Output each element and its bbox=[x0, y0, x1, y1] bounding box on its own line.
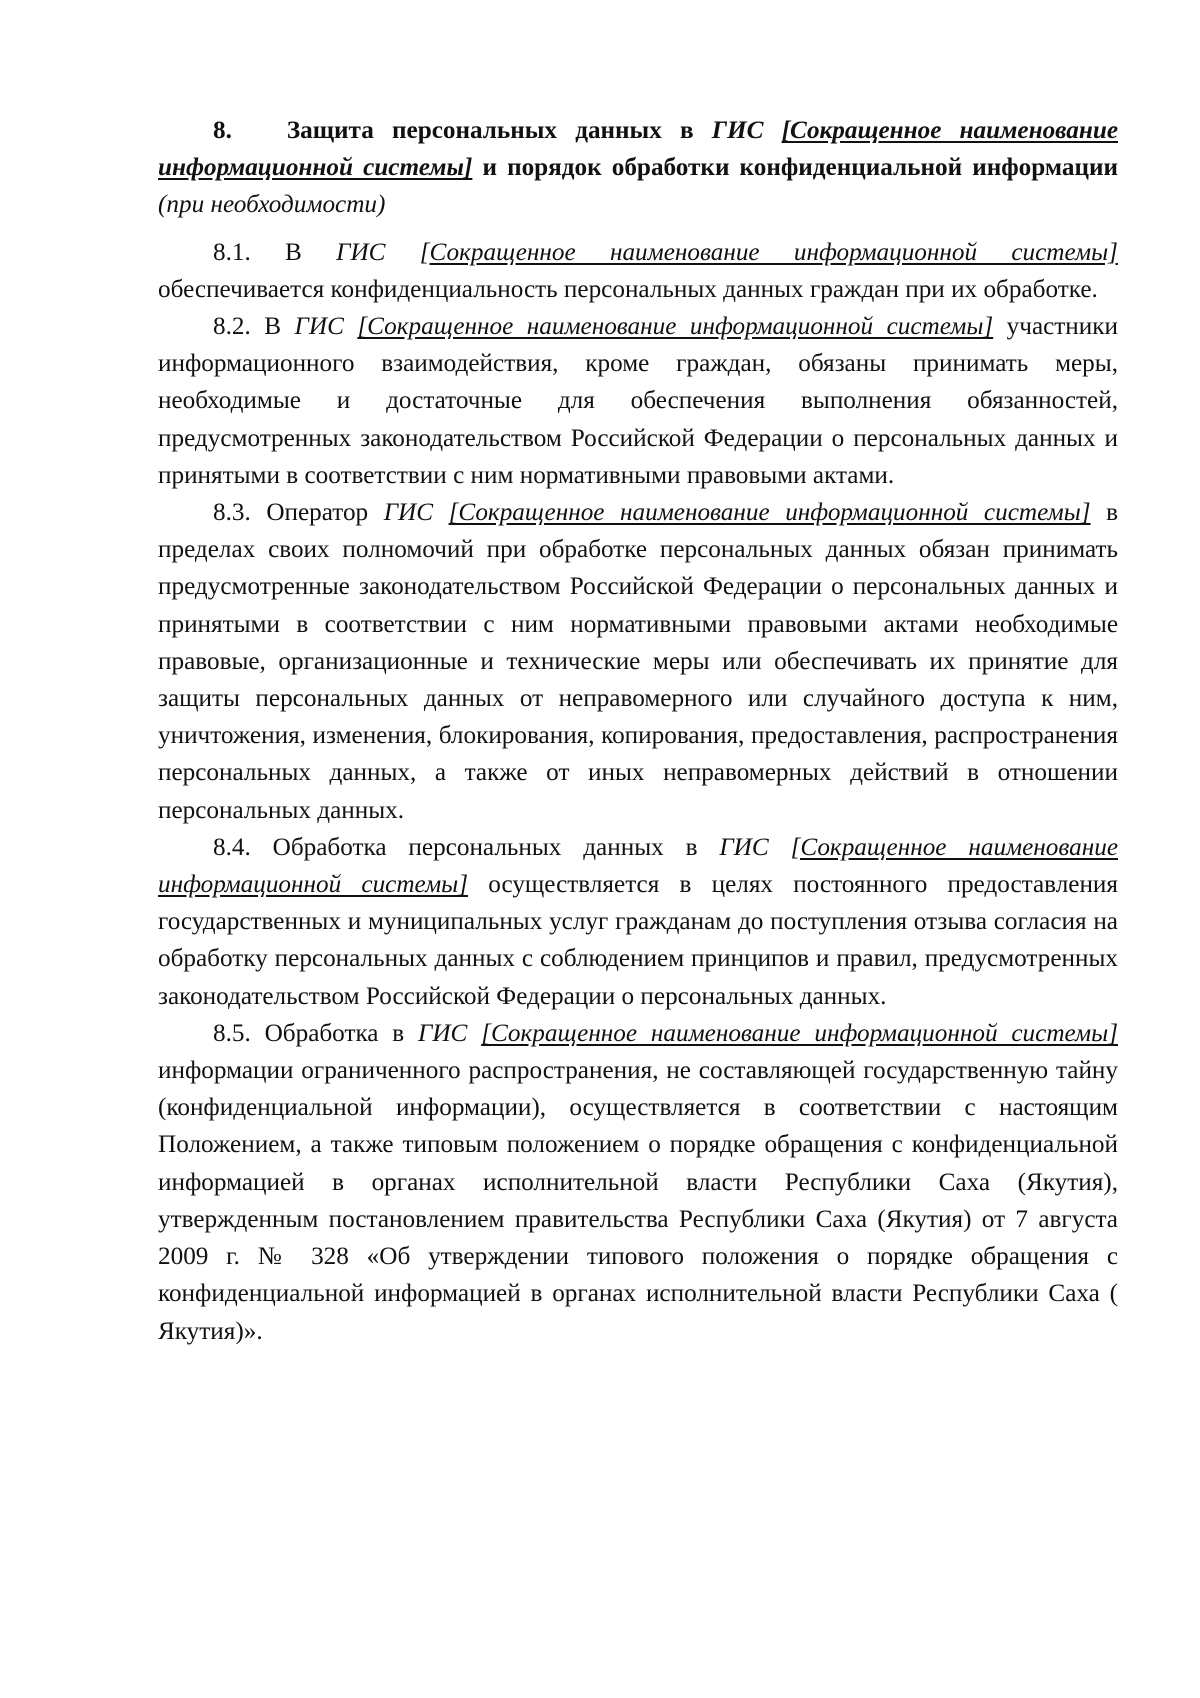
heading-note: (при необходимости) bbox=[158, 191, 386, 219]
paragraph-system-name: [Сокращенное наименование информационной системы] bbox=[419, 238, 1118, 266]
paragraph-8-1 bbox=[158, 234, 1118, 308]
paragraph-8-3 bbox=[158, 494, 1118, 829]
heading-text-before: Защита персональных данных в bbox=[286, 117, 712, 144]
paragraph-lead: 8.3. Оператор bbox=[213, 499, 384, 527]
paragraph-tail: осуществляется в целях постоянного предоставления государственных и муниципальных услуг гражданам до поступления отзыва согласия на обработку персональных данных с соблюдением принципов и правил, предусмотренных законодательством Российской Федерации о персональных данных. bbox=[158, 871, 1118, 1010]
paragraph-tail: в пределах своих полномочий при обработке персональных данных обязан принимать предусмотренные законодательством Российской Федерации о персональных данных и принятыми в соответствии с ним нормативными правовыми актами необходимые правовые, организационные и технические меры или обеспечивать их принятие для защиты персональных данных от неправомерного или случайного доступа к ним, уничтожения, изменения, блокирования, копирования, предоставления, распространения персональных данных, а также от иных неправомерных действий в отношении персональных данных. bbox=[158, 499, 1118, 824]
section-heading bbox=[158, 112, 1118, 224]
paragraph-system-name: [Сокращенное наименование информационной системы] bbox=[481, 1019, 1118, 1047]
paragraph-lead: 8.2. В bbox=[213, 313, 295, 341]
paragraph-system-name: [Сокращенное наименование информационной системы] bbox=[158, 833, 1119, 899]
paragraph-system-name: [Сокращенное наименование информационной системы] bbox=[448, 499, 1091, 527]
paragraph-8-2 bbox=[158, 308, 1118, 494]
heading-system-name: [Сокращенное наименование информационной системы] bbox=[158, 117, 1119, 182]
paragraph-8-4 bbox=[158, 829, 1118, 1015]
paragraph-lead: 8.4. Обработка персональных данных в bbox=[213, 833, 720, 861]
section-number: 8. bbox=[213, 117, 232, 144]
paragraph-tail: участники информационного взаимодействия, кроме граждан, обязаны принимать меры, необходимые и достаточные для обеспечения выполнения обязанностей, предусмотренных законодательством Российской Федерации о персональных данных и принятыми в соответствии с ним нормативными правовыми актами. bbox=[158, 313, 1118, 489]
heading-text-after: и порядок обработки конфиденциальной информации bbox=[472, 154, 1118, 182]
paragraph-lead: 8.5. Обработка в bbox=[213, 1019, 419, 1047]
paragraph-gis: ГИС bbox=[719, 833, 769, 861]
paragraph-system-name: [Сокращенное наименование информационной системы] bbox=[357, 313, 994, 341]
paragraph-gis: ГИС bbox=[418, 1019, 468, 1047]
paragraph-lead: 8.1. В bbox=[213, 238, 337, 266]
paragraph-tail: информации ограниченного распространения, не составляющей государственную тайну (конфиденциальной информации), осуществляется в соответствии с настоящим Положением, а также типовым положением о порядке обращения с конфиденциальной информацией в органах исполнительной власти Республики Саха (Якутия), утвержденным постановлением правительства Республики Саха (Якутия) от 7 августа 2009 г. № 328 «Об утверждении типового положения о порядке обращения с конфиденциальной информацией в органах исполнительной власти Республики Саха ( Якутия)». bbox=[158, 1057, 1118, 1345]
paragraph-gis: ГИС bbox=[294, 313, 344, 341]
paragraph-gis: ГИС bbox=[383, 499, 434, 527]
document-page bbox=[158, 112, 1118, 1350]
paragraph-tail: обеспечивается конфиденциальность персональных данных граждан при их обработке. bbox=[158, 275, 1098, 303]
paragraph-gis: ГИС bbox=[336, 238, 386, 266]
heading-gis: ГИС bbox=[711, 117, 764, 144]
paragraph-8-5 bbox=[158, 1015, 1118, 1350]
